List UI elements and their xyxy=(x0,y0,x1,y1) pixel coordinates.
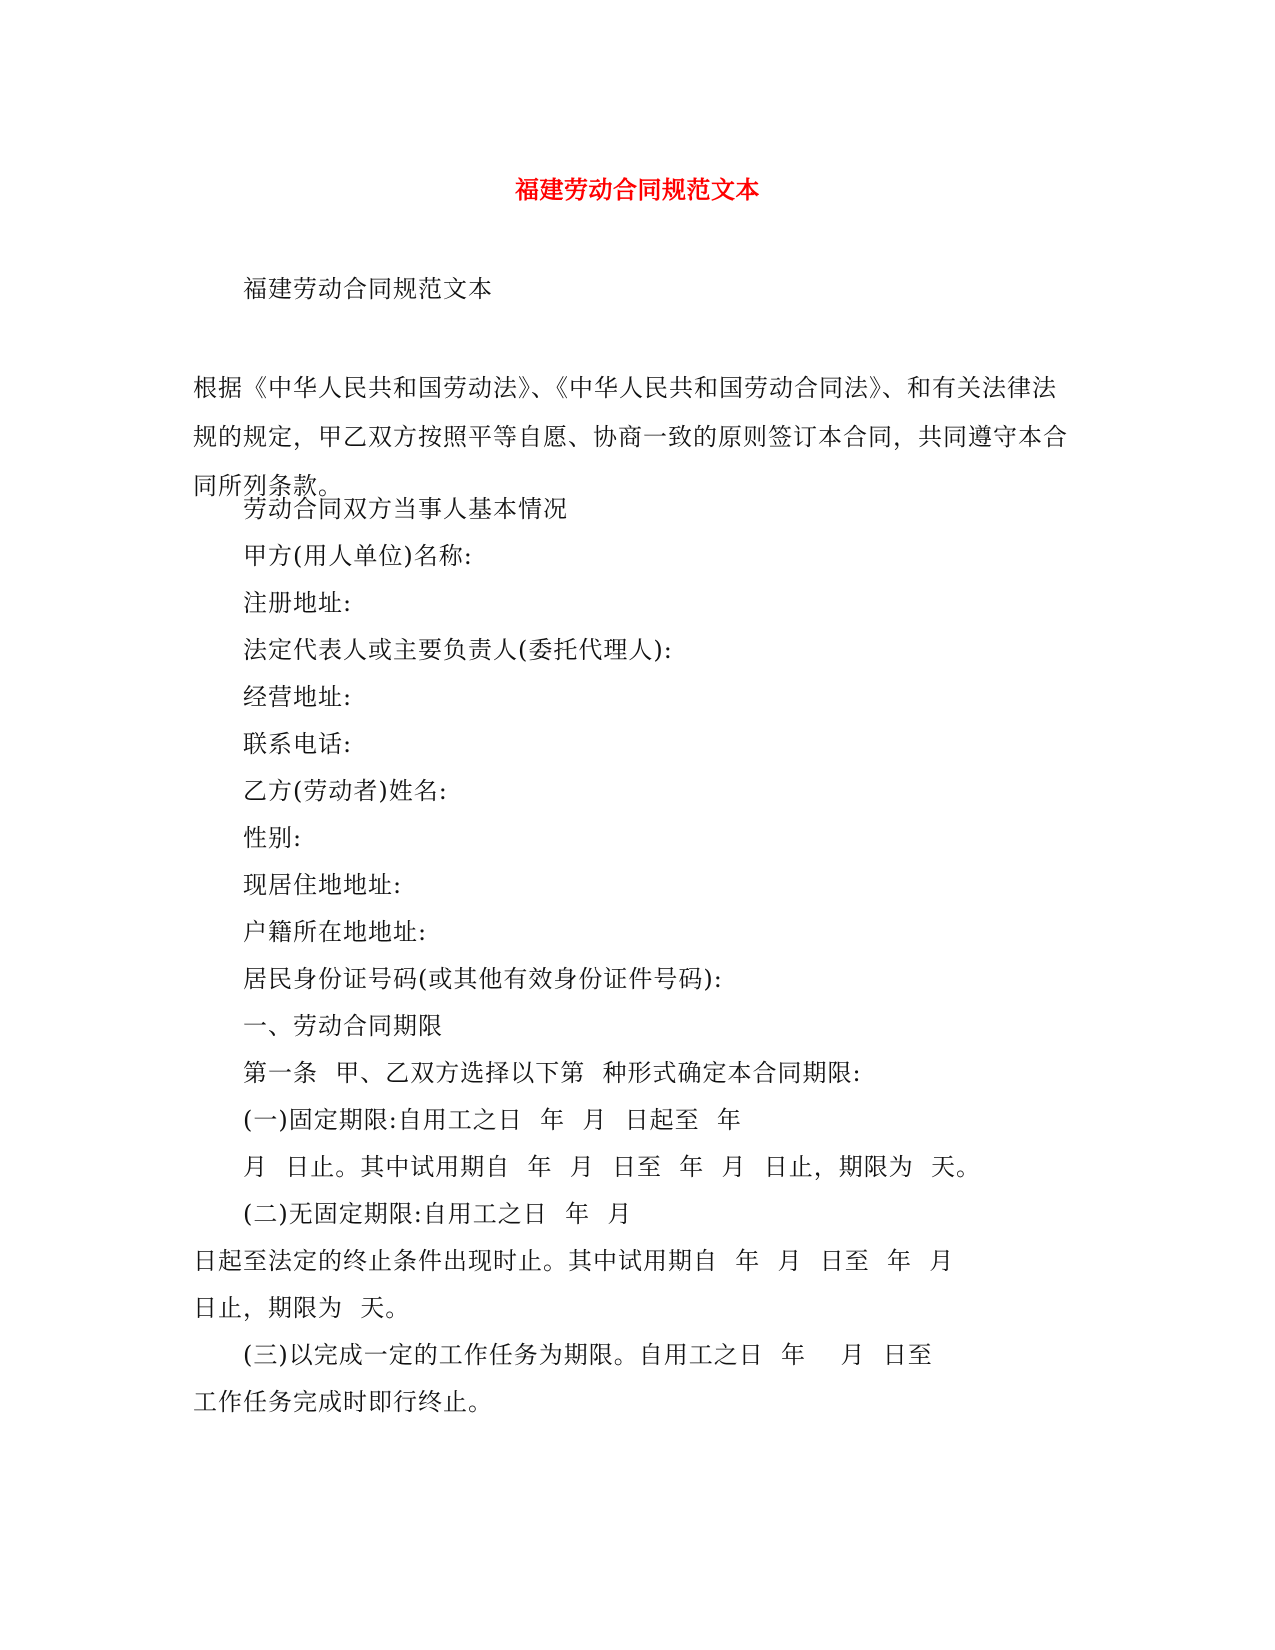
fixed-term-clause: (一)固定期限:自用工之日 年 月 日起至 年 xyxy=(243,1106,742,1134)
open-term-clause: (二)无固定期限:自用工之日 年 月 xyxy=(243,1200,633,1228)
employer-phone-field: 联系电话: xyxy=(243,730,353,758)
document-subtitle: 福建劳动合同规范文本 xyxy=(243,275,493,303)
id-number-field: 居民身份证号码(或其他有效身份证件号码): xyxy=(243,965,723,993)
employer-name-field: 甲方(用人单位)名称: xyxy=(243,542,473,570)
document-title: 福建劳动合同规范文本 xyxy=(515,175,760,204)
gender-field: 性别: xyxy=(243,824,303,852)
article-one: 第一条 甲、乙双方选择以下第 种形式确定本合同期限: xyxy=(243,1059,862,1087)
current-address-field: 现居住地地址: xyxy=(243,871,403,899)
legal-representative-field: 法定代表人或主要负责人(委托代理人): xyxy=(243,636,673,664)
section-heading-parties: 劳动合同双方当事人基本情况 xyxy=(243,495,568,523)
task-term-clause-end: 工作任务完成时即行终止。 xyxy=(193,1388,493,1416)
open-term-clause-continued: 日起至法定的终止条件出现时止。其中试用期自 年 月 日至 年 月 xyxy=(193,1247,955,1275)
section-heading-term: 一、劳动合同期限 xyxy=(243,1012,443,1040)
fixed-term-clause-continued: 月 日止。其中试用期自 年 月 日至 年 月 日止，期限为 天。 xyxy=(243,1153,982,1181)
employee-name-field: 乙方(劳动者)姓名: xyxy=(243,777,448,805)
open-term-clause-end: 日止，期限为 天。 xyxy=(193,1294,411,1322)
household-address-field: 户籍所在地地址: xyxy=(243,918,428,946)
business-address-field: 经营地址: xyxy=(243,683,353,711)
registered-address-field: 注册地址: xyxy=(243,589,353,617)
intro-paragraph: 根据《中华人民共和国劳动法》、《中华人民共和国劳动合同法》、和有关法律法规的规定，甲乙双方按照平等自愿、协商一致的原则签订本合同，共同遵守本合同所列条款。 xyxy=(193,374,1068,500)
task-term-clause: (三)以完成一定的工作任务为期限。自用工之日 年 月 日至 xyxy=(243,1341,933,1369)
